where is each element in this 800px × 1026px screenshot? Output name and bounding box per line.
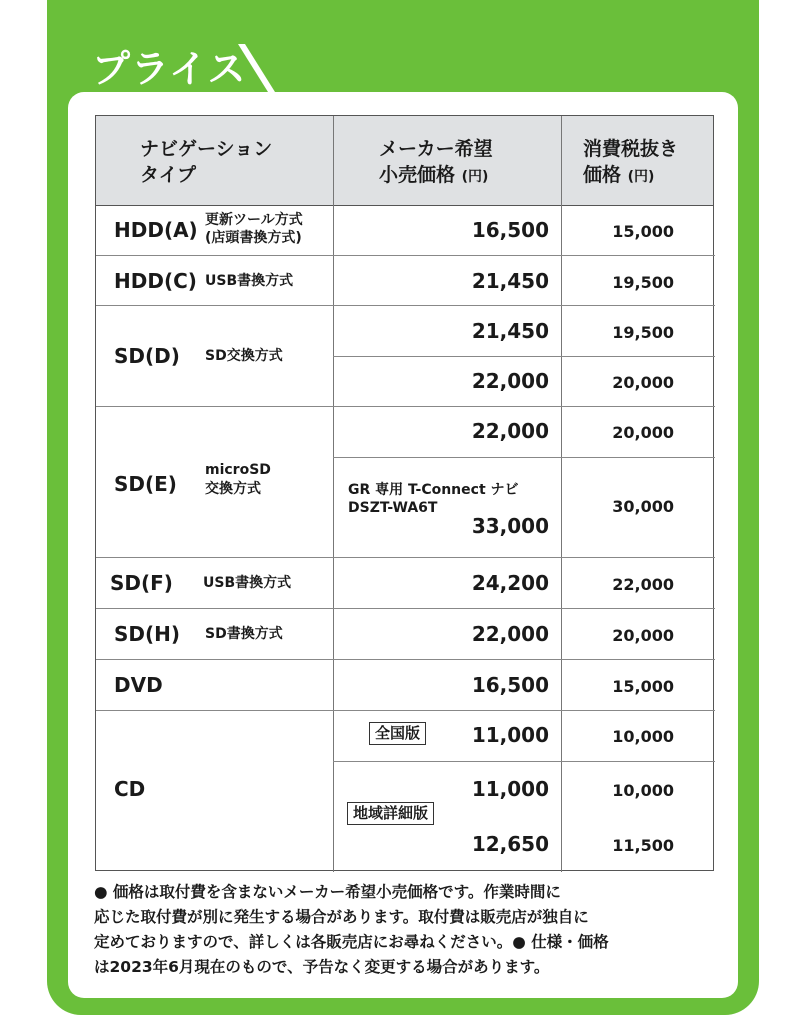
type-sde: SD(E) [114, 472, 177, 496]
ex-sdd-1: 19,500 [612, 323, 674, 342]
type-dvd: DVD [114, 673, 163, 697]
price-sdf: 24,200 [471, 571, 549, 595]
table-header [96, 116, 713, 206]
header-msrp-line1: メーカー希望 [379, 138, 493, 160]
type-sdf: SD(F) [110, 571, 173, 595]
method-hddc: USB書換方式 [205, 273, 294, 289]
ex-sde-1: 20,000 [612, 423, 674, 442]
row-divider [96, 305, 715, 306]
header-ex-line2: 価格 (円) [583, 164, 655, 186]
header-type-line1: ナビゲーション [140, 138, 273, 160]
ex-cd-3: 11,500 [612, 836, 674, 855]
ex-cd-2: 10,000 [612, 781, 674, 800]
tag-chiiki: 地域詳細版 [347, 802, 434, 825]
row-divider [96, 255, 715, 256]
footnote-line: ● 価格は取付費を含まないメーカー希望小売価格です。作業時間に [94, 883, 561, 901]
row-divider [96, 710, 715, 711]
ex-hddc: 19,500 [612, 273, 674, 292]
row-divider [96, 557, 715, 558]
type-cd: CD [114, 777, 146, 801]
header-type-line2: タイプ [140, 164, 197, 186]
method-hdda-1: 更新ツール方式 [205, 212, 303, 228]
method-sde-2: 交換方式 [205, 481, 261, 497]
page-title: プライス [92, 47, 247, 91]
type-sdd: SD(D) [114, 344, 180, 368]
row-divider [96, 406, 715, 407]
method-sdf: USB書換方式 [203, 575, 292, 591]
price-hdda: 16,500 [471, 218, 549, 242]
ex-sdd-2: 20,000 [612, 373, 674, 392]
ex-dvd: 15,000 [612, 677, 674, 696]
method-sdd: SD交換方式 [205, 348, 283, 364]
row-divider [96, 659, 715, 660]
method-hdda-2: (店頭書換方式) [205, 230, 302, 246]
price-table [95, 115, 714, 871]
model-sde-2: DSZT-WA6T [348, 500, 438, 516]
subrow-divider [333, 761, 715, 762]
column-divider-2 [561, 116, 562, 872]
type-hdda: HDD(A) [114, 218, 198, 242]
method-sde-1: microSD [205, 462, 271, 478]
footnote [94, 880, 714, 980]
header-ex-line1: 消費税抜き [583, 138, 679, 160]
subrow-divider [333, 457, 715, 458]
method-sdh: SD書換方式 [205, 626, 283, 642]
price-sdh: 22,000 [471, 622, 549, 646]
ex-sde-2: 30,000 [612, 497, 674, 516]
tag-zenkoku: 全国版 [369, 722, 426, 745]
ex-hdda: 15,000 [612, 222, 674, 241]
subrow-divider [333, 356, 715, 357]
price-cd-2: 11,000 [471, 777, 549, 801]
price-sdd-1: 21,450 [471, 319, 549, 343]
row-divider [96, 608, 715, 609]
ex-sdh: 20,000 [612, 626, 674, 645]
footnote-line: は2023年6月現在のもので、予告なく変更する場合があります。 [94, 958, 550, 976]
type-sdh: SD(H) [114, 622, 181, 646]
price-sde-1: 22,000 [471, 419, 549, 443]
price-sde-2: 33,000 [471, 514, 549, 538]
price-sdd-2: 22,000 [471, 369, 549, 393]
ex-cd-1: 10,000 [612, 727, 674, 746]
model-sde-1: GR 専用 T-Connect ナビ [348, 482, 519, 498]
header-msrp-line2: 小売価格 (円) [379, 164, 489, 186]
price-cd-3: 12,650 [471, 832, 549, 856]
price-hddc: 21,450 [471, 269, 549, 293]
footnote-line: 定めておりますので、詳しくは各販売店にお尋ねください。● 仕様・価格 [94, 933, 609, 951]
price-dvd: 16,500 [471, 673, 549, 697]
type-hddc: HDD(C) [114, 269, 197, 293]
ex-sdf: 22,000 [612, 575, 674, 594]
footnote-line: 応じた取付費が別に発生する場合があります。取付費は販売店が独自に [94, 908, 589, 926]
price-cd-1: 11,000 [471, 723, 549, 747]
